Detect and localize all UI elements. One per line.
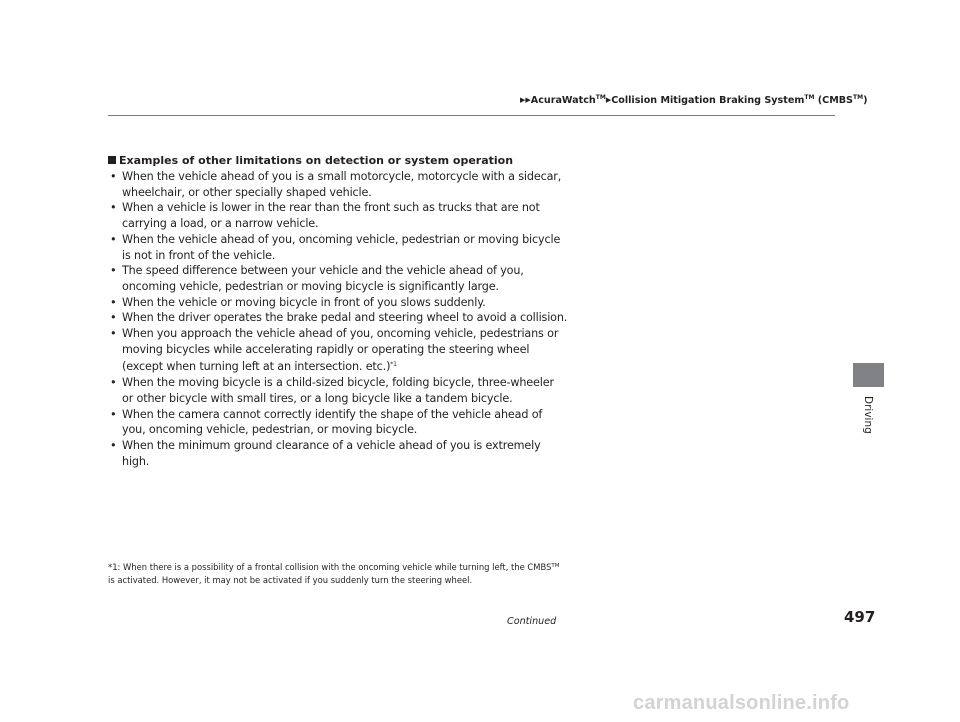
footnote-text-2: is activated. However, it may not be activated if you suddenly turn the steering wheel. <box>108 575 473 585</box>
section-label: Driving <box>862 396 874 434</box>
trademark-mark: TM <box>595 94 606 101</box>
bullet-icon: • <box>110 438 117 452</box>
continued-label: Continued <box>507 616 557 627</box>
bullet-icon: • <box>110 376 117 390</box>
bullet-icon: • <box>110 201 117 215</box>
header-divider <box>108 115 835 116</box>
bullet-icon: • <box>110 407 117 421</box>
square-bullet-icon <box>108 156 116 164</box>
page-number: 497 <box>844 608 876 626</box>
watermark: carmanualsonline.info <box>633 692 850 714</box>
footnote-text-1: *1: When there is a possibility of a frontal collision with the oncoming vehicle while turning left, the CMBS <box>108 562 552 572</box>
trademark-mark: TM <box>551 563 560 569</box>
breadcrumb-cmbs: Collision Mitigation Braking System <box>611 95 805 106</box>
breadcrumb <box>520 94 867 106</box>
bullet-icon: • <box>110 327 117 341</box>
bullet-icon: • <box>110 170 117 183</box>
main-content <box>108 153 568 469</box>
list-item: • When the moving bicycle is a child-sized bicycle, folding bicycle, three-wheeler or other bicycle with small tires, or a long bicycle like a tandem bicycle. <box>110 376 554 405</box>
breadcrumb-cmbs-abbrev-open: (CMBS <box>814 95 853 106</box>
bullet-icon: • <box>110 232 117 246</box>
footnote <box>108 560 568 587</box>
bullet-icon: • <box>110 311 117 325</box>
list-item: • When the vehicle ahead of you, oncoming vehicle, pedestrian or moving bicycle is not in front of the vehicle. <box>110 232 561 262</box>
trademark-mark: TM <box>852 94 864 101</box>
breadcrumb-cmbs-abbrev-close: ) <box>863 95 868 106</box>
list-item: • When the camera cannot correctly identify the shape of the vehicle ahead of you, oncoming vehicle, pedestrian, or moving bicycle. <box>110 407 543 437</box>
list-item: • The speed difference between your vehicle and the vehicle ahead of you, oncoming vehicle, pedestrian or moving bicycle is significantly large. <box>110 264 524 293</box>
list-item: • When the driver operates the brake pedal and steering wheel to avoid a collision. <box>110 311 568 325</box>
bullet-icon: • <box>110 264 117 278</box>
list-item: • When the vehicle ahead of you is a small motorcycle, motorcycle with a sidecar, wheelchair, or other specially shaped vehicle. <box>110 170 562 199</box>
section-heading-text: Examples of other limitations on detection or system operation <box>119 154 514 167</box>
section-heading <box>108 153 568 169</box>
list-item: • When you approach the vehicle ahead of you, oncoming vehicle, pedestrians or moving bicycles while accelerating rapidly or operating the steering wheel (except when turning left at an intersection. etc.)$^{*1}$ <box>110 327 559 374</box>
limitations-list <box>108 169 568 469</box>
breadcrumb-acurawatch: AcuraWatch <box>530 95 596 106</box>
list-item: • When the minimum ground clearance of a vehicle ahead of you is extremely high. <box>110 438 541 468</box>
trademark-mark: TM <box>804 94 815 101</box>
arrow-right-icon: ▶ <box>605 96 612 104</box>
bullet-icon: • <box>110 295 117 309</box>
arrow-right-icon: ▶▶ <box>520 96 531 104</box>
section-tab <box>853 363 884 387</box>
list-item: • When the vehicle or moving bicycle in front of you slows suddenly. <box>110 295 486 309</box>
list-item: • When a vehicle is lower in the rear than the front such as trucks that are not carrying a load, or a narrow vehicle. <box>110 201 540 231</box>
footnote-reference: *1 <box>390 361 397 369</box>
